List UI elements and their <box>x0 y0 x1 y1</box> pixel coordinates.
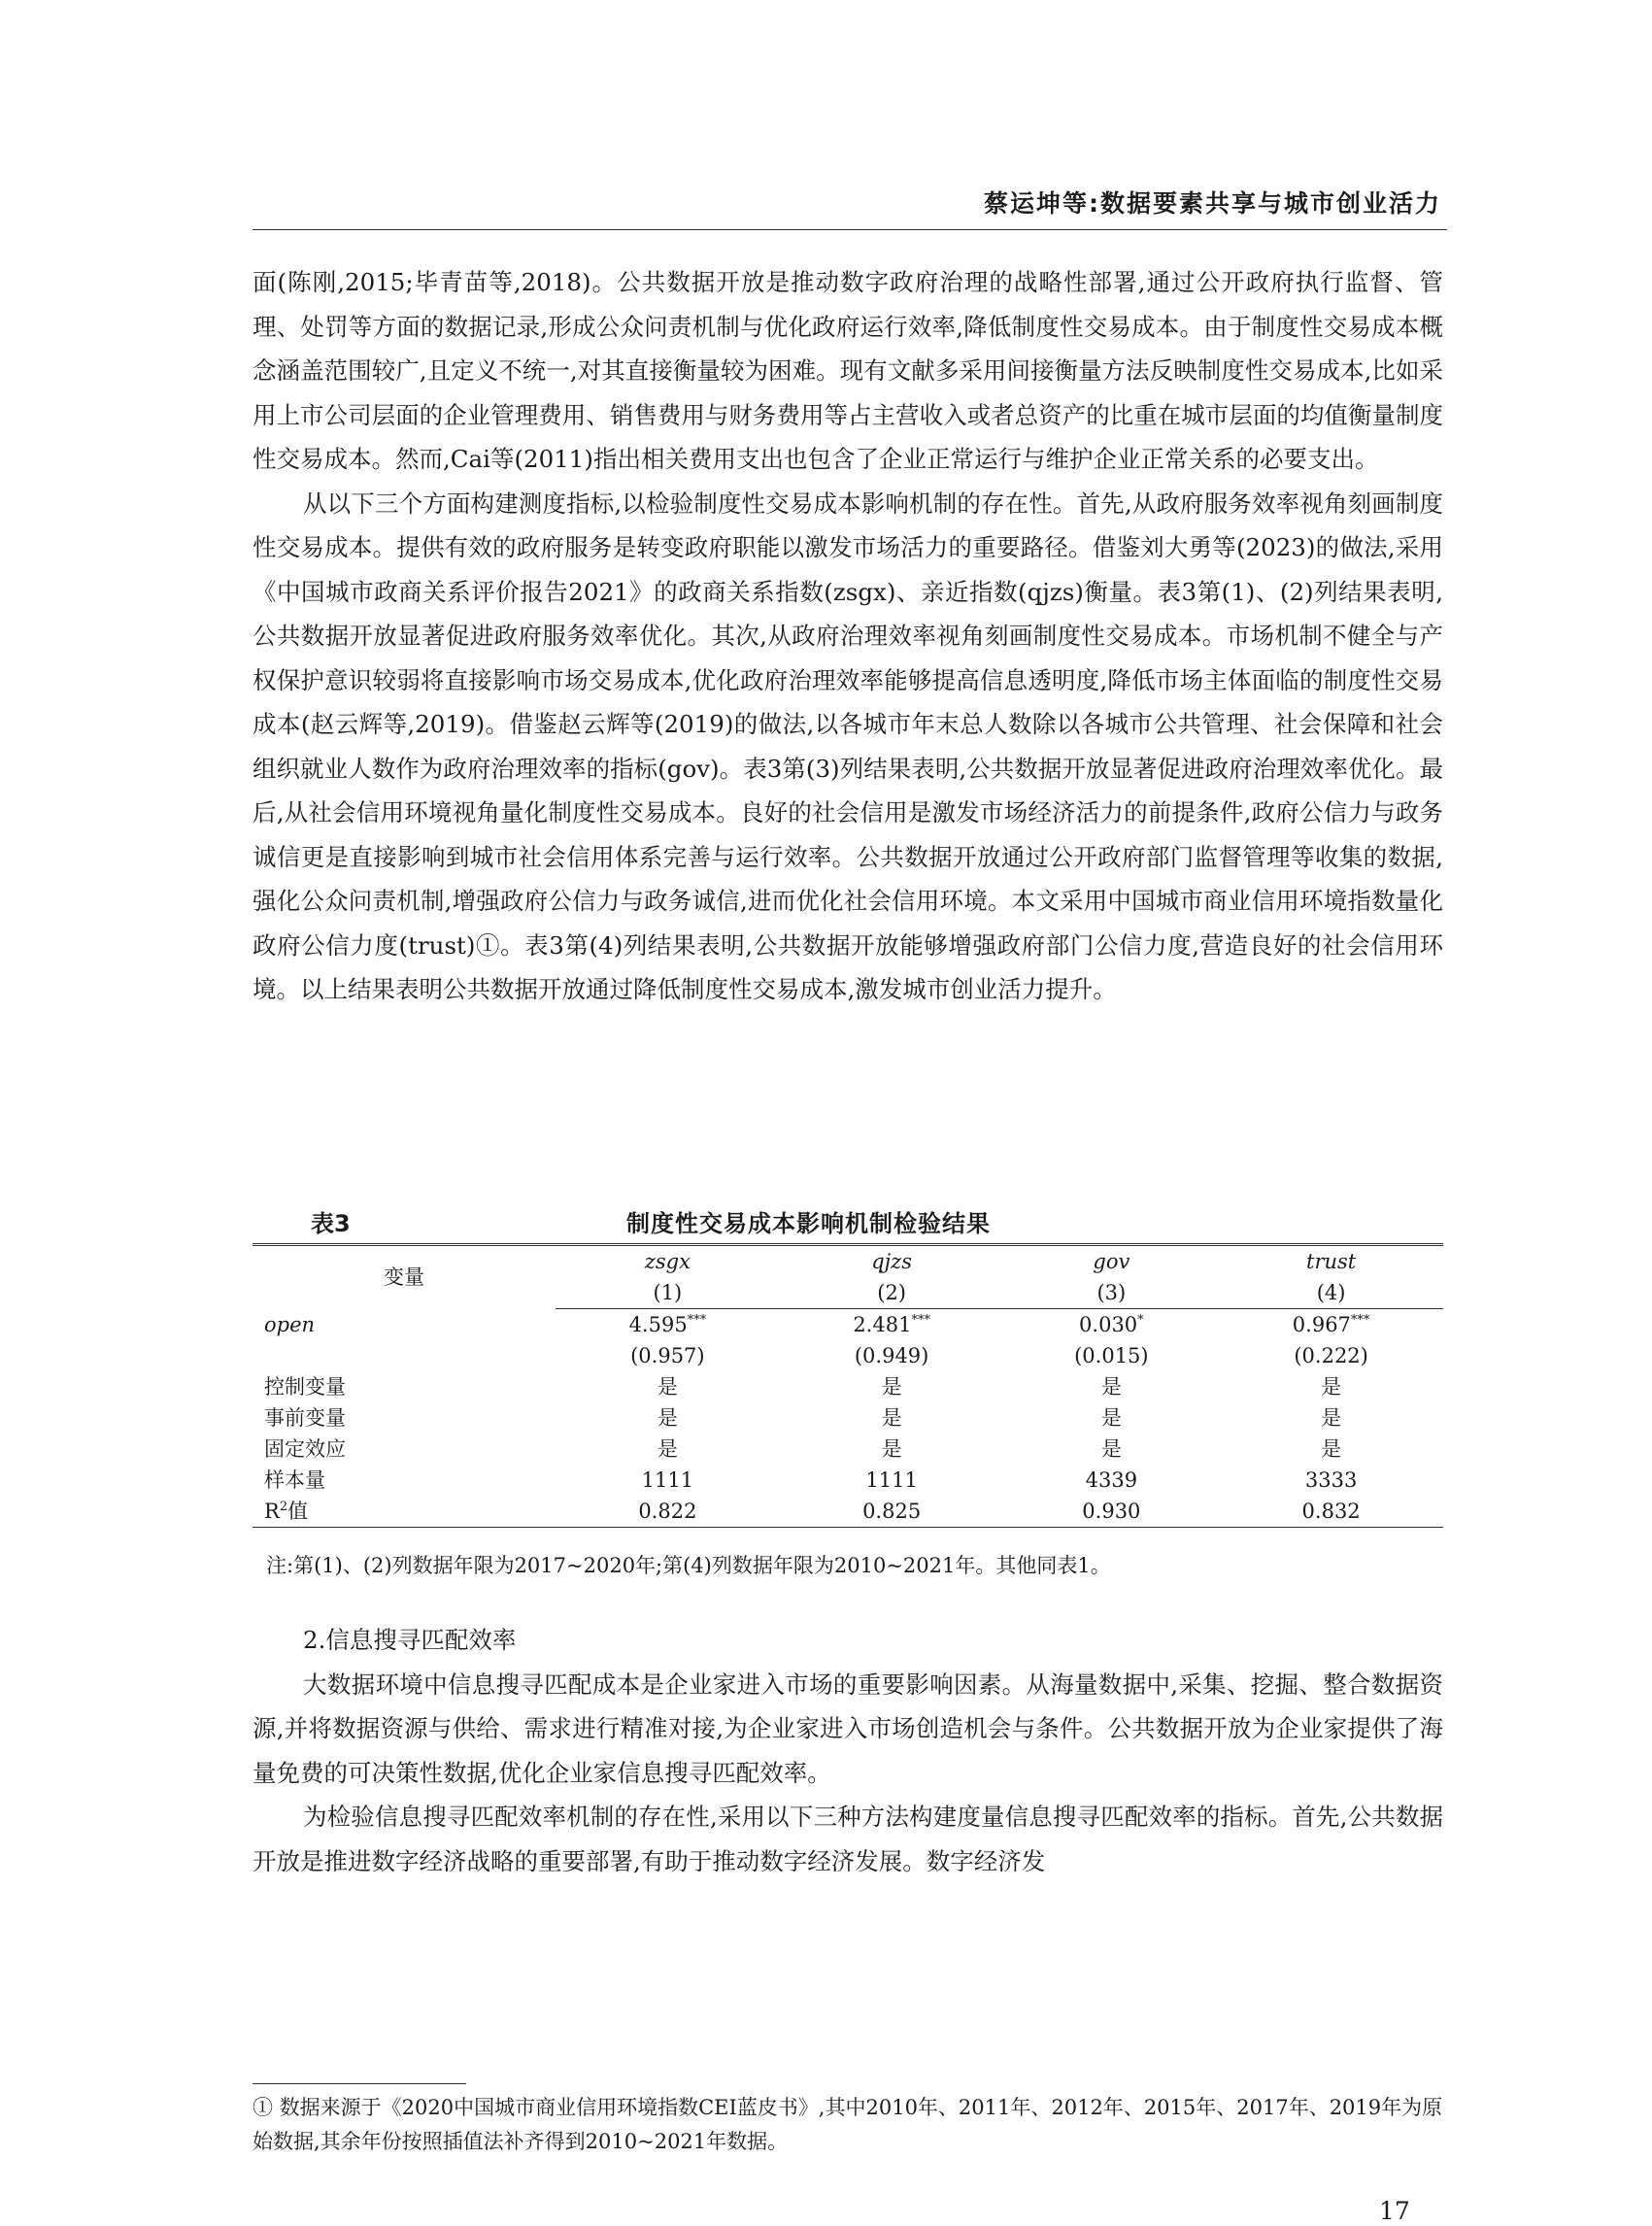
page-number: 17 <box>1379 2197 1410 2225</box>
table-cell: 是 <box>1321 1375 1342 1399</box>
table-cell: 是 <box>1100 1406 1122 1430</box>
coef-cell: 4.595*** <box>628 1313 707 1336</box>
row-label: 事前变量 <box>264 1406 346 1430</box>
results-table <box>253 1243 1443 1528</box>
variable-header: 变量 <box>384 1265 424 1290</box>
se-cell: (0.949) <box>854 1344 929 1367</box>
table-cell: 是 <box>657 1375 678 1399</box>
table-cell: 是 <box>657 1437 678 1461</box>
table-cell: 1111 <box>641 1468 694 1492</box>
table-cell: 是 <box>881 1406 902 1430</box>
se-cell: (0.957) <box>630 1344 705 1367</box>
se-cell: (0.015) <box>1074 1344 1149 1367</box>
column-name: gov <box>1093 1250 1130 1273</box>
table-cell: 是 <box>1100 1375 1122 1399</box>
row-label: 控制变量 <box>264 1375 346 1399</box>
footnote-divider <box>253 2083 466 2084</box>
table-cell: 是 <box>1321 1406 1342 1430</box>
body-text-bottom <box>253 1618 1443 1883</box>
significance-stars: *** <box>687 1313 707 1328</box>
table-cell: 是 <box>881 1437 902 1461</box>
significance-stars: * <box>1137 1313 1144 1328</box>
table-cell: 是 <box>1100 1437 1122 1461</box>
significance-stars: *** <box>1350 1313 1370 1328</box>
table-cell: 0.822 <box>638 1500 697 1523</box>
row-label: 样本量 <box>264 1468 325 1492</box>
table-cell: 0.825 <box>862 1500 922 1523</box>
row-label-open: open <box>264 1312 316 1336</box>
row-label: 固定效应 <box>264 1437 346 1461</box>
table-cell: 0.930 <box>1082 1500 1141 1523</box>
se-cell: (0.222) <box>1294 1344 1368 1367</box>
table-cell: 是 <box>881 1375 902 1399</box>
coef-cell: 0.030* <box>1079 1313 1144 1336</box>
coef-cell: 2.481*** <box>853 1313 930 1336</box>
table-cell: 0.832 <box>1301 1500 1361 1523</box>
paragraph: 大数据环境中信息搜寻匹配成本是企业家进入市场的重要影响因素。从海量数据中,采集、挖掘、整合数据资源,并将数据资源与供给、需求进行精准对接,为企业家进入市场创造机会与条件。公共数据开放为企业家提供了海量免费的可决策性数据,优化企业家信息搜寻匹配效率。 <box>253 1670 1443 1787</box>
significance-stars: *** <box>911 1313 930 1328</box>
table-row <box>253 1371 1443 1402</box>
running-header <box>253 183 1447 230</box>
column-name: zsgx <box>644 1250 691 1273</box>
table-caption <box>253 1204 1443 1237</box>
table-row <box>253 1496 1443 1528</box>
column-number: (1) <box>556 1277 780 1309</box>
footnote: ① 数据来源于《2020中国城市商业信用环境指数CEI蓝皮书》,其中2010年、2011年、2012年、2015年、2017年、2019年为原始数据,其余年份按照插值法补齐得到2010~2021年数据。 <box>253 2096 1443 2153</box>
table-row <box>253 1402 1443 1433</box>
column-name: qjzs <box>871 1250 913 1273</box>
running-header-title: 蔡运坤等:数据要素共享与城市创业活力 <box>984 189 1441 218</box>
empty-cell <box>253 1340 556 1371</box>
table-cell: 是 <box>657 1406 678 1430</box>
table-note: 注:第(1)、(2)列数据年限为2017~2020年;第(4)列数据年限为2010~2021年。其他同表1。 <box>266 1554 1111 1577</box>
table-number: 表3 <box>311 1210 351 1237</box>
table-cell: 1111 <box>865 1468 918 1492</box>
row-label-r2: $R^2$值 <box>264 1500 309 1523</box>
table-row <box>253 1465 1443 1496</box>
table-cell: 是 <box>1321 1437 1342 1461</box>
paragraph: 面(陈刚,2015;毕青苗等,2018)。公共数据开放是推动数字政府治理的战略性部署,通过公开政府执行监督、管理、处罚等方面的数据记录,形成公众问责机制与优化政府运行效率,降低制度性交易成本。由于制度性交易成本概念涵盖范围较广,且定义不统一,对其直接衡量较为困难。现有文献多采用间接衡量方法反映制度性交易成本,比如采用上市公司层面的企业管理费用、销售费用与财务费用等占主营收入或者总资产的比重在城市层面的均值衡量制度性交易成本。然而,Cai等(2011)指出相关费用支出也包含了企业正常运行与维护企业正常关系的必要支出。 <box>253 268 1443 473</box>
table-cell: 3333 <box>1304 1468 1358 1492</box>
column-number: (4) <box>1219 1277 1443 1309</box>
table-row <box>253 1433 1443 1465</box>
section-heading: 2.信息搜寻匹配效率 <box>303 1626 517 1654</box>
body-text-top <box>253 260 1443 1012</box>
column-name: trust <box>1306 1250 1357 1273</box>
column-number: (2) <box>780 1277 1004 1309</box>
paragraph: 从以下三个方面构建测度指标,以检验制度性交易成本影响机制的存在性。首先,从政府服务效率视角刻画制度性交易成本。提供有效的政府服务是转变政府职能以激发市场活力的重要路径。借鉴刘大勇等(2023)的做法,采用《中国城市政商关系评价报告2021》的政商关系指数(zsgx)、亲近指数(qjzs)衡量。表3第(1)、(2)列结果表明,公共数据开放显著促进政府服务效率优化。其次,从政府治理效率视角刻画制度性交易成本。市场机制不健全与产权保护意识较弱将直接影响市场交易成本,优化政府治理效率能够提高信息透明度,降低市场主体面临的制度性交易成本(赵云辉等,2019)。借鉴赵云辉等(2019)的做法,以各城市年末总人数除以各城市公共管理、社会保障和社会组织就业人数作为政府治理效率的指标(gov)。表3第(3)列结果表明,公共数据开放显著促进政府治理效率优化。最后,从社会信用环境视角量化制度性交易成本。良好的社会信用是激发市场经济活力的前提条件,政府公信力与政务诚信更是直接影响到城市社会信用体系完善与运行效率。公共数据开放通过公开政府部门监督管理等收集的数据,强化公众问责机制,增强政府公信力与政务诚信,进而优化社会信用环境。本文采用中国城市商业信用环境指数量化政府公信力度(trust)①。表3第(4)列结果表明,公共数据开放能够增强政府部门公信力度,营造良好的社会信用环境。以上结果表明公共数据开放通过降低制度性交易成本,激发城市创业活力提升。 <box>253 489 1444 1003</box>
paragraph: 为检验信息搜寻匹配效率机制的存在性,采用以下三种方法构建度量信息搜寻匹配效率的指标。首先,公共数据开放是推进数字经济战略的重要部署,有助于推动数字经济发展。数字经济发 <box>253 1803 1443 1875</box>
table-title: 制度性交易成本影响机制检验结果 <box>626 1210 991 1237</box>
column-number: (3) <box>1004 1277 1220 1309</box>
table-cell: 4339 <box>1085 1468 1138 1492</box>
coef-cell: 0.967*** <box>1292 1313 1370 1336</box>
